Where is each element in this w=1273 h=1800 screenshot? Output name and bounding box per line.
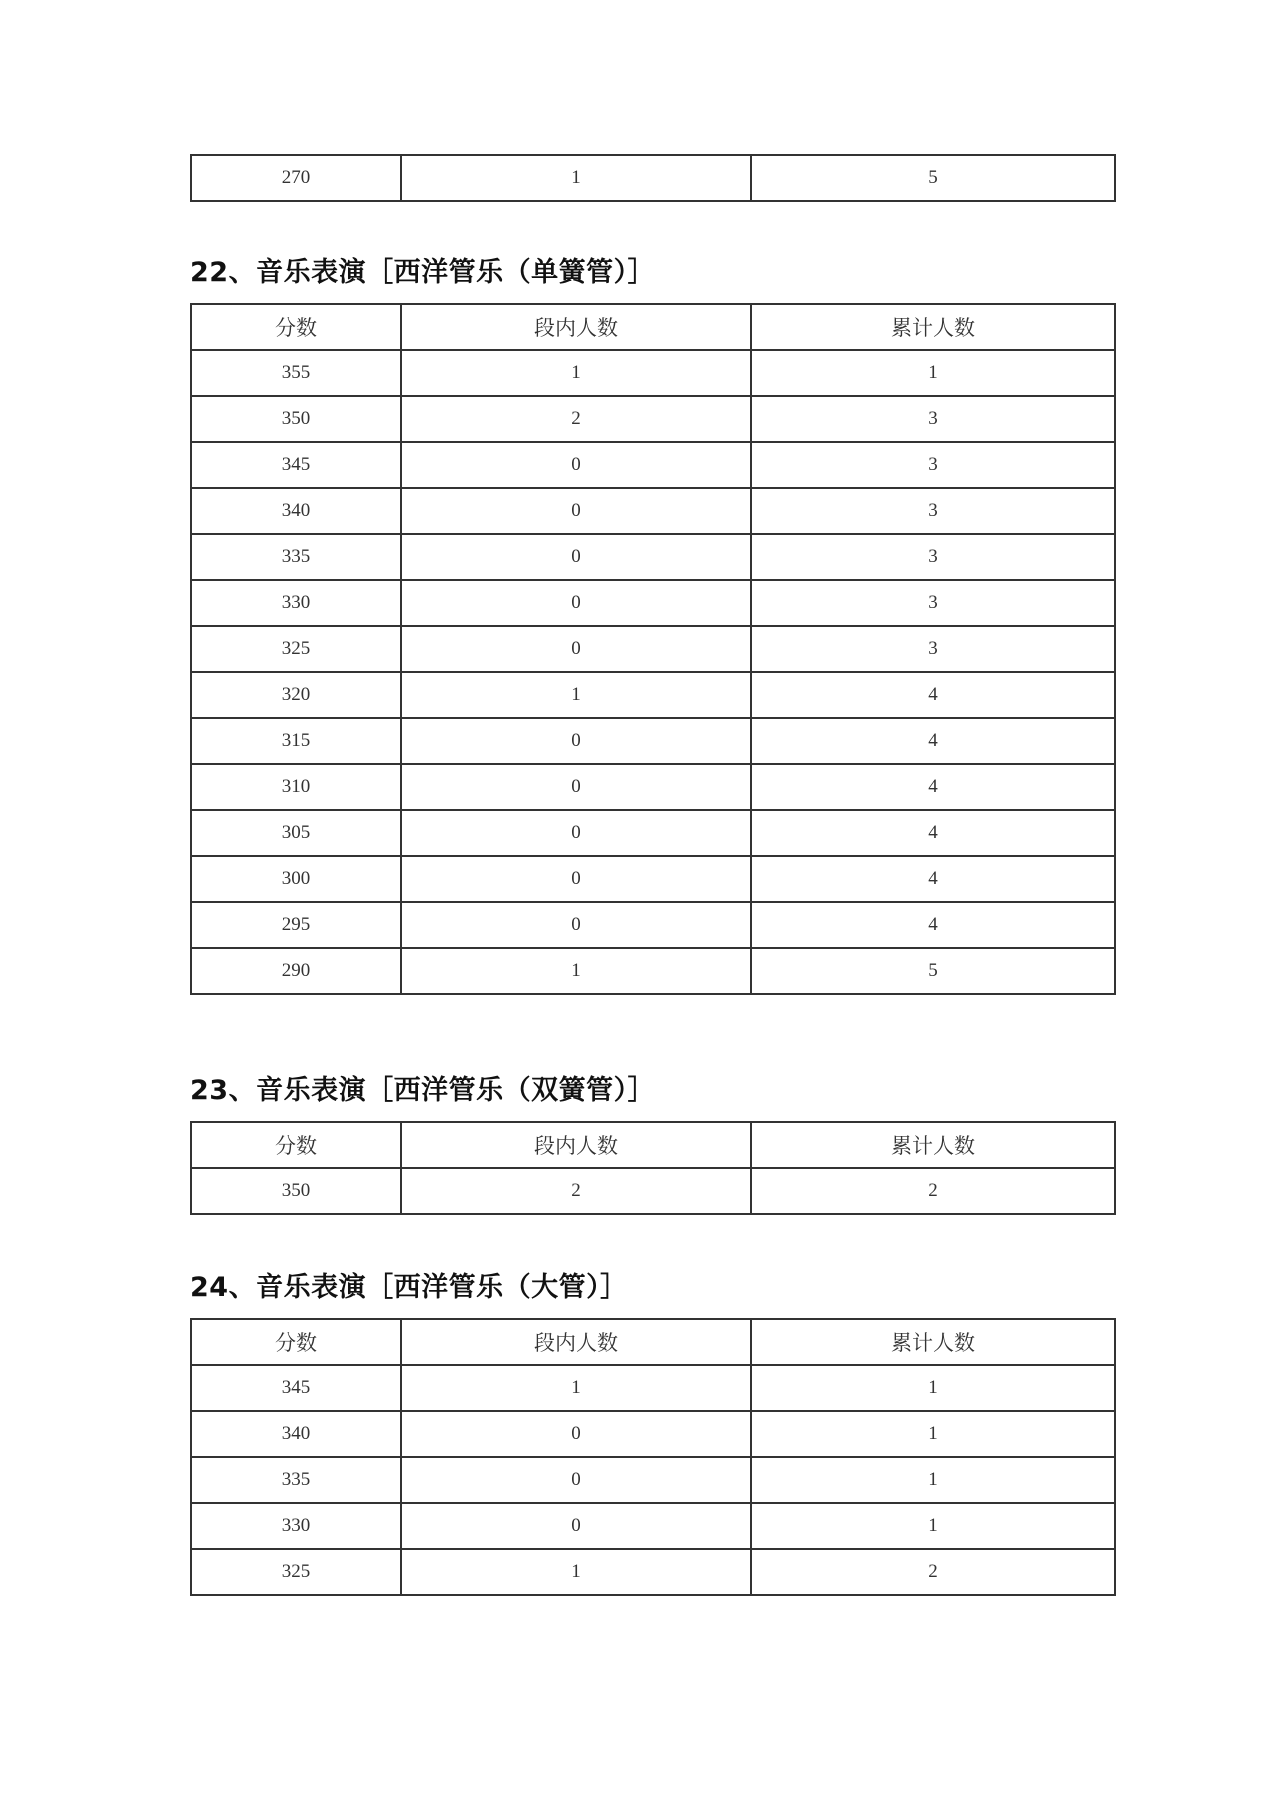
- cell-in-band: 0: [401, 902, 751, 948]
- cell-score: 325: [191, 1549, 401, 1595]
- column-header-cumulative: 累计人数: [751, 304, 1115, 350]
- table-row: [191, 764, 1115, 810]
- cell-cumulative: 2: [751, 1168, 1115, 1214]
- table-row: [191, 1168, 1115, 1214]
- cell-score: 345: [191, 442, 401, 488]
- table-row: [191, 902, 1115, 948]
- score-table-clarinet: [190, 303, 1116, 995]
- cell-cumulative: 4: [751, 672, 1115, 718]
- cell-cumulative: 3: [751, 626, 1115, 672]
- table-row: [191, 856, 1115, 902]
- cell-in-band: 1: [401, 155, 751, 201]
- cell-cumulative: 4: [751, 902, 1115, 948]
- cell-in-band: 1: [401, 1549, 751, 1595]
- cell-in-band: 1: [401, 948, 751, 994]
- cell-score: 330: [191, 580, 401, 626]
- cell-cumulative: 1: [751, 1411, 1115, 1457]
- cell-score: 295: [191, 902, 401, 948]
- cell-score: 330: [191, 1503, 401, 1549]
- table-body: [191, 1365, 1115, 1595]
- column-header-cumulative: 累计人数: [751, 1319, 1115, 1365]
- cell-score: 290: [191, 948, 401, 994]
- cell-cumulative: 2: [751, 1549, 1115, 1595]
- cell-score: 350: [191, 396, 401, 442]
- cell-in-band: 0: [401, 810, 751, 856]
- table-header: [191, 1122, 1115, 1168]
- table-row: [191, 810, 1115, 856]
- table-header: [191, 1319, 1115, 1365]
- cell-cumulative: 3: [751, 534, 1115, 580]
- cell-cumulative: 1: [751, 1457, 1115, 1503]
- cell-score: 310: [191, 764, 401, 810]
- table-row: [191, 626, 1115, 672]
- score-table-continued: [190, 154, 1116, 202]
- cell-score: 340: [191, 488, 401, 534]
- table-row: [191, 442, 1115, 488]
- table-row: [191, 1503, 1115, 1549]
- cell-in-band: 0: [401, 580, 751, 626]
- table-row: [191, 718, 1115, 764]
- header-row: [191, 1122, 1115, 1168]
- cell-cumulative: 5: [751, 948, 1115, 994]
- cell-in-band: 0: [401, 1457, 751, 1503]
- cell-in-band: 0: [401, 764, 751, 810]
- score-table-bassoon: [190, 1318, 1116, 1596]
- header-row: [191, 1319, 1115, 1365]
- table-row: [191, 350, 1115, 396]
- table-row: [191, 1457, 1115, 1503]
- table-header: [191, 304, 1115, 350]
- cell-score: 335: [191, 1457, 401, 1503]
- cell-cumulative: 4: [751, 856, 1115, 902]
- cell-cumulative: 5: [751, 155, 1115, 201]
- table-row: [191, 396, 1115, 442]
- cell-score: 320: [191, 672, 401, 718]
- column-header-score: 分数: [191, 1122, 401, 1168]
- cell-score: 300: [191, 856, 401, 902]
- cell-score: 345: [191, 1365, 401, 1411]
- cell-in-band: 0: [401, 1411, 751, 1457]
- cell-cumulative: 1: [751, 350, 1115, 396]
- cell-cumulative: 4: [751, 718, 1115, 764]
- section-title-bassoon: 24、音乐表演［西洋管乐（大管）］: [190, 1272, 628, 1303]
- cell-score: 325: [191, 626, 401, 672]
- table-row: [191, 155, 1115, 201]
- cell-cumulative: 4: [751, 810, 1115, 856]
- cell-in-band: 0: [401, 856, 751, 902]
- cell-in-band: 0: [401, 718, 751, 764]
- cell-cumulative: 1: [751, 1365, 1115, 1411]
- cell-score: 270: [191, 155, 401, 201]
- cell-in-band: 1: [401, 350, 751, 396]
- cell-score: 335: [191, 534, 401, 580]
- column-header-in-band: 段内人数: [401, 304, 751, 350]
- table-row: [191, 488, 1115, 534]
- cell-in-band: 0: [401, 534, 751, 580]
- cell-in-band: 0: [401, 626, 751, 672]
- section-title-oboe: 23、音乐表演［西洋管乐（双簧管）］: [190, 1075, 656, 1106]
- column-header-in-band: 段内人数: [401, 1319, 751, 1365]
- column-header-score: 分数: [191, 304, 401, 350]
- table-row: [191, 534, 1115, 580]
- cell-in-band: 0: [401, 442, 751, 488]
- table-row: [191, 1365, 1115, 1411]
- cell-cumulative: 4: [751, 764, 1115, 810]
- cell-cumulative: 3: [751, 580, 1115, 626]
- cell-score: 350: [191, 1168, 401, 1214]
- table-row: [191, 1549, 1115, 1595]
- table-row: [191, 1411, 1115, 1457]
- section-title-clarinet: 22、音乐表演［西洋管乐（单簧管）］: [190, 257, 656, 288]
- cell-cumulative: 3: [751, 396, 1115, 442]
- cell-in-band: 0: [401, 488, 751, 534]
- table-row: [191, 580, 1115, 626]
- cell-cumulative: 1: [751, 1503, 1115, 1549]
- table-row: [191, 672, 1115, 718]
- score-table-oboe: [190, 1121, 1116, 1215]
- column-header-score: 分数: [191, 1319, 401, 1365]
- cell-score: 355: [191, 350, 401, 396]
- header-row: [191, 304, 1115, 350]
- cell-score: 340: [191, 1411, 401, 1457]
- table-row: [191, 948, 1115, 994]
- cell-in-band: 2: [401, 1168, 751, 1214]
- cell-in-band: 1: [401, 1365, 751, 1411]
- column-header-in-band: 段内人数: [401, 1122, 751, 1168]
- cell-in-band: 0: [401, 1503, 751, 1549]
- column-header-cumulative: 累计人数: [751, 1122, 1115, 1168]
- table-body: [191, 1168, 1115, 1214]
- cell-score: 305: [191, 810, 401, 856]
- table-body: [191, 350, 1115, 994]
- cell-cumulative: 3: [751, 442, 1115, 488]
- cell-cumulative: 3: [751, 488, 1115, 534]
- cell-in-band: 1: [401, 672, 751, 718]
- table-body: [191, 155, 1115, 201]
- cell-score: 315: [191, 718, 401, 764]
- cell-in-band: 2: [401, 396, 751, 442]
